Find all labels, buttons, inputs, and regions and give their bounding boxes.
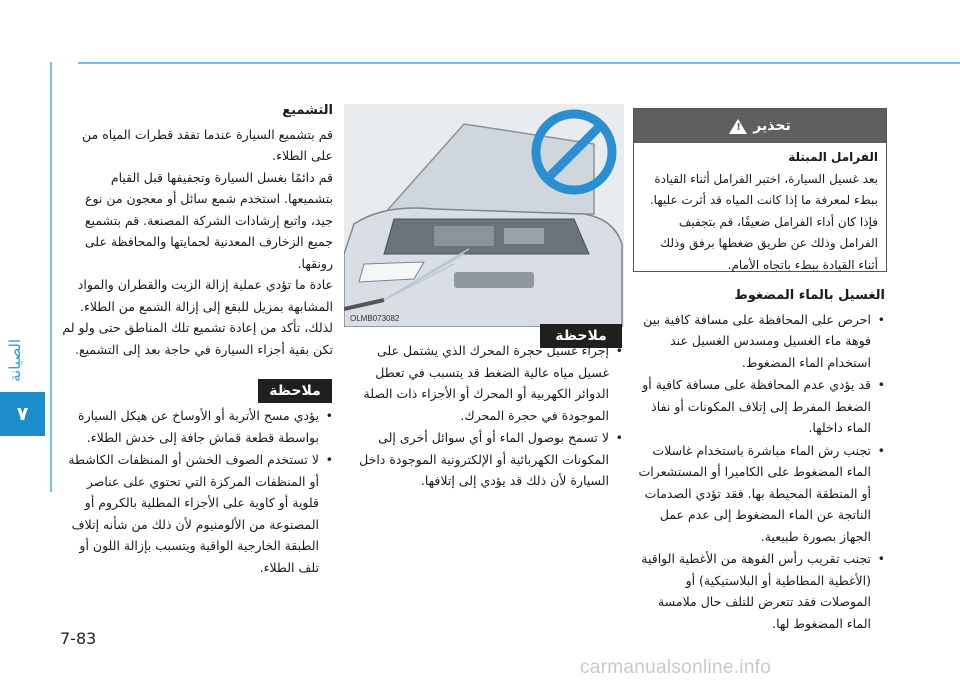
watermark: carmanualsonline.info [580, 657, 772, 678]
warning-box [633, 108, 887, 272]
left-column [60, 100, 333, 360]
notice-label-left: ملاحظة [258, 379, 332, 403]
engine-wash-photo [344, 104, 624, 327]
pressure-wash-title: الغسيل بالماء المضغوط [734, 288, 885, 303]
list-item: • لا تستخدم الصوف الخشن أو المنظفات الكاشطة أو المنظفات المركزة التي تحتوي على عناصر قلوية أو كاوية على الأجزاء المطلية بالكروم أو المصنوعة من الألومنيوم لأن ذلك من شأنه إتلاف الطبقة الخارجية الواقية ويتسبب بإزالة اللون أو تلف الطلاء. [60, 449, 333, 578]
pressure-wash-list [633, 309, 885, 635]
warning-header-label: تحذير [753, 118, 791, 134]
list-item: • احرص على المحافظة على مسافة كافية بين فوهة ماء الغسيل ومسدس الغسيل عند استخدام الماء المضغوط. [633, 309, 885, 374]
waxing-paragraph: قم بتشميع السيارة عندما تفقد قطرات المياه من على الطلاء. [82, 126, 333, 163]
waxing-title: التشميع [282, 103, 333, 118]
list-item: • تجنب تقريب رأس الفوهة من الأغطية الواقية (الأغطية المطاطية أو البلاستيكية) أو الموصلات فقد تتعرض للتلف حال ملامسة الماء المضغوط لها. [633, 548, 885, 634]
header-rule [78, 62, 960, 64]
side-rule [50, 62, 52, 492]
list-item: • يؤدي مسح الأتربة أو الأوساخ عن هيكل السيارة بواسطة قطعة قماش جافة إلى خدش الطلاء. [60, 405, 333, 448]
warning-text: بعد غسيل السيارة، اختبر الفرامل أثناء القيادة ببطء لمعرفة ما إذا كانت المياه قد أثرت عليها. فإذا كان أداء الفرامل ضعيفًا، قم بتجفيف الفرامل وذلك عن طريق ضغطها برفق وذلك أثناء القيادة ببطء باتجاه الأمام. [649, 171, 878, 272]
waxing-notice-list [60, 405, 333, 578]
engine-wash-notice-list [343, 340, 623, 492]
warning-triangle-icon: ! [729, 119, 747, 134]
list-item: • إجراء غسيل حجرة المحرك الذي يشتمل على غسيل مياه عالية الضغط قد يتسبب في تعطل الدوائر الكهربية أو المحرك أو الأجزاء ذات الصلة الموجودة في حجرة المحرك. [343, 340, 623, 426]
chapter-tab: ٧ [0, 392, 45, 436]
right-column [633, 285, 885, 635]
engine-wash-illustration [344, 104, 624, 327]
list-item: • قد يؤدي عدم المحافظة على مسافة كافية أو الضغط المفرط إلى إتلاف المكونات أو نفاذ الماء داخلها. [633, 374, 885, 439]
list-item: • تجنب رش الماء مباشرة باستخدام غاسلات الماء المضغوط على الكاميرا أو المستشعرات أو المنطقة المحيطة بها. فقد تؤدي الصدمات الناتجة عن الماء المضغوط إلى عدم عمل الجهاز بصورة طبيعية. [633, 440, 885, 548]
waxing-paragraph: عادة ما تؤدي عملية إزالة الزيت والقطران والمواد المشابهة بمزيل للبقع إلى إزالة الشمع من الطلاء. لذلك، تأكد من إعادة تشميع تلك المناطق حتى ولو لم تكن بقية أجزاء السيارة في حاجة بعد إلى التشميع. [62, 277, 333, 357]
waxing-paragraph: قم دائمًا بغسل السيارة وتجفيفها قبل القيام بتشميعها. استخدم شمع سائل أو معجون من نوع جيد، واتبع إرشادات الشركة المصنعة. قم بتشميع جميع الزخارف المعدنية لحمايتها والمحافظة على رونقها. [84, 169, 333, 271]
middle-column [343, 340, 623, 493]
warning-header [634, 109, 886, 143]
left-notice-column [60, 405, 333, 579]
page-number: 7-83 [60, 629, 97, 648]
list-item: • لا تسمح بوصول الماء أو أي سوائل أخرى إلى المكونات الكهربائية أو الإلكترونية الموجودة داخل السيارة لأن ذلك قد يؤدي إلى إتلافها. [343, 427, 623, 492]
notice-label-middle: ملاحظة [540, 324, 622, 348]
warning-title: الفرامل المبتلة [788, 150, 878, 164]
photo-caption: OLMB073082 [350, 314, 400, 323]
side-chapter-title: الصيانة [6, 338, 24, 382]
warning-body [634, 143, 886, 276]
